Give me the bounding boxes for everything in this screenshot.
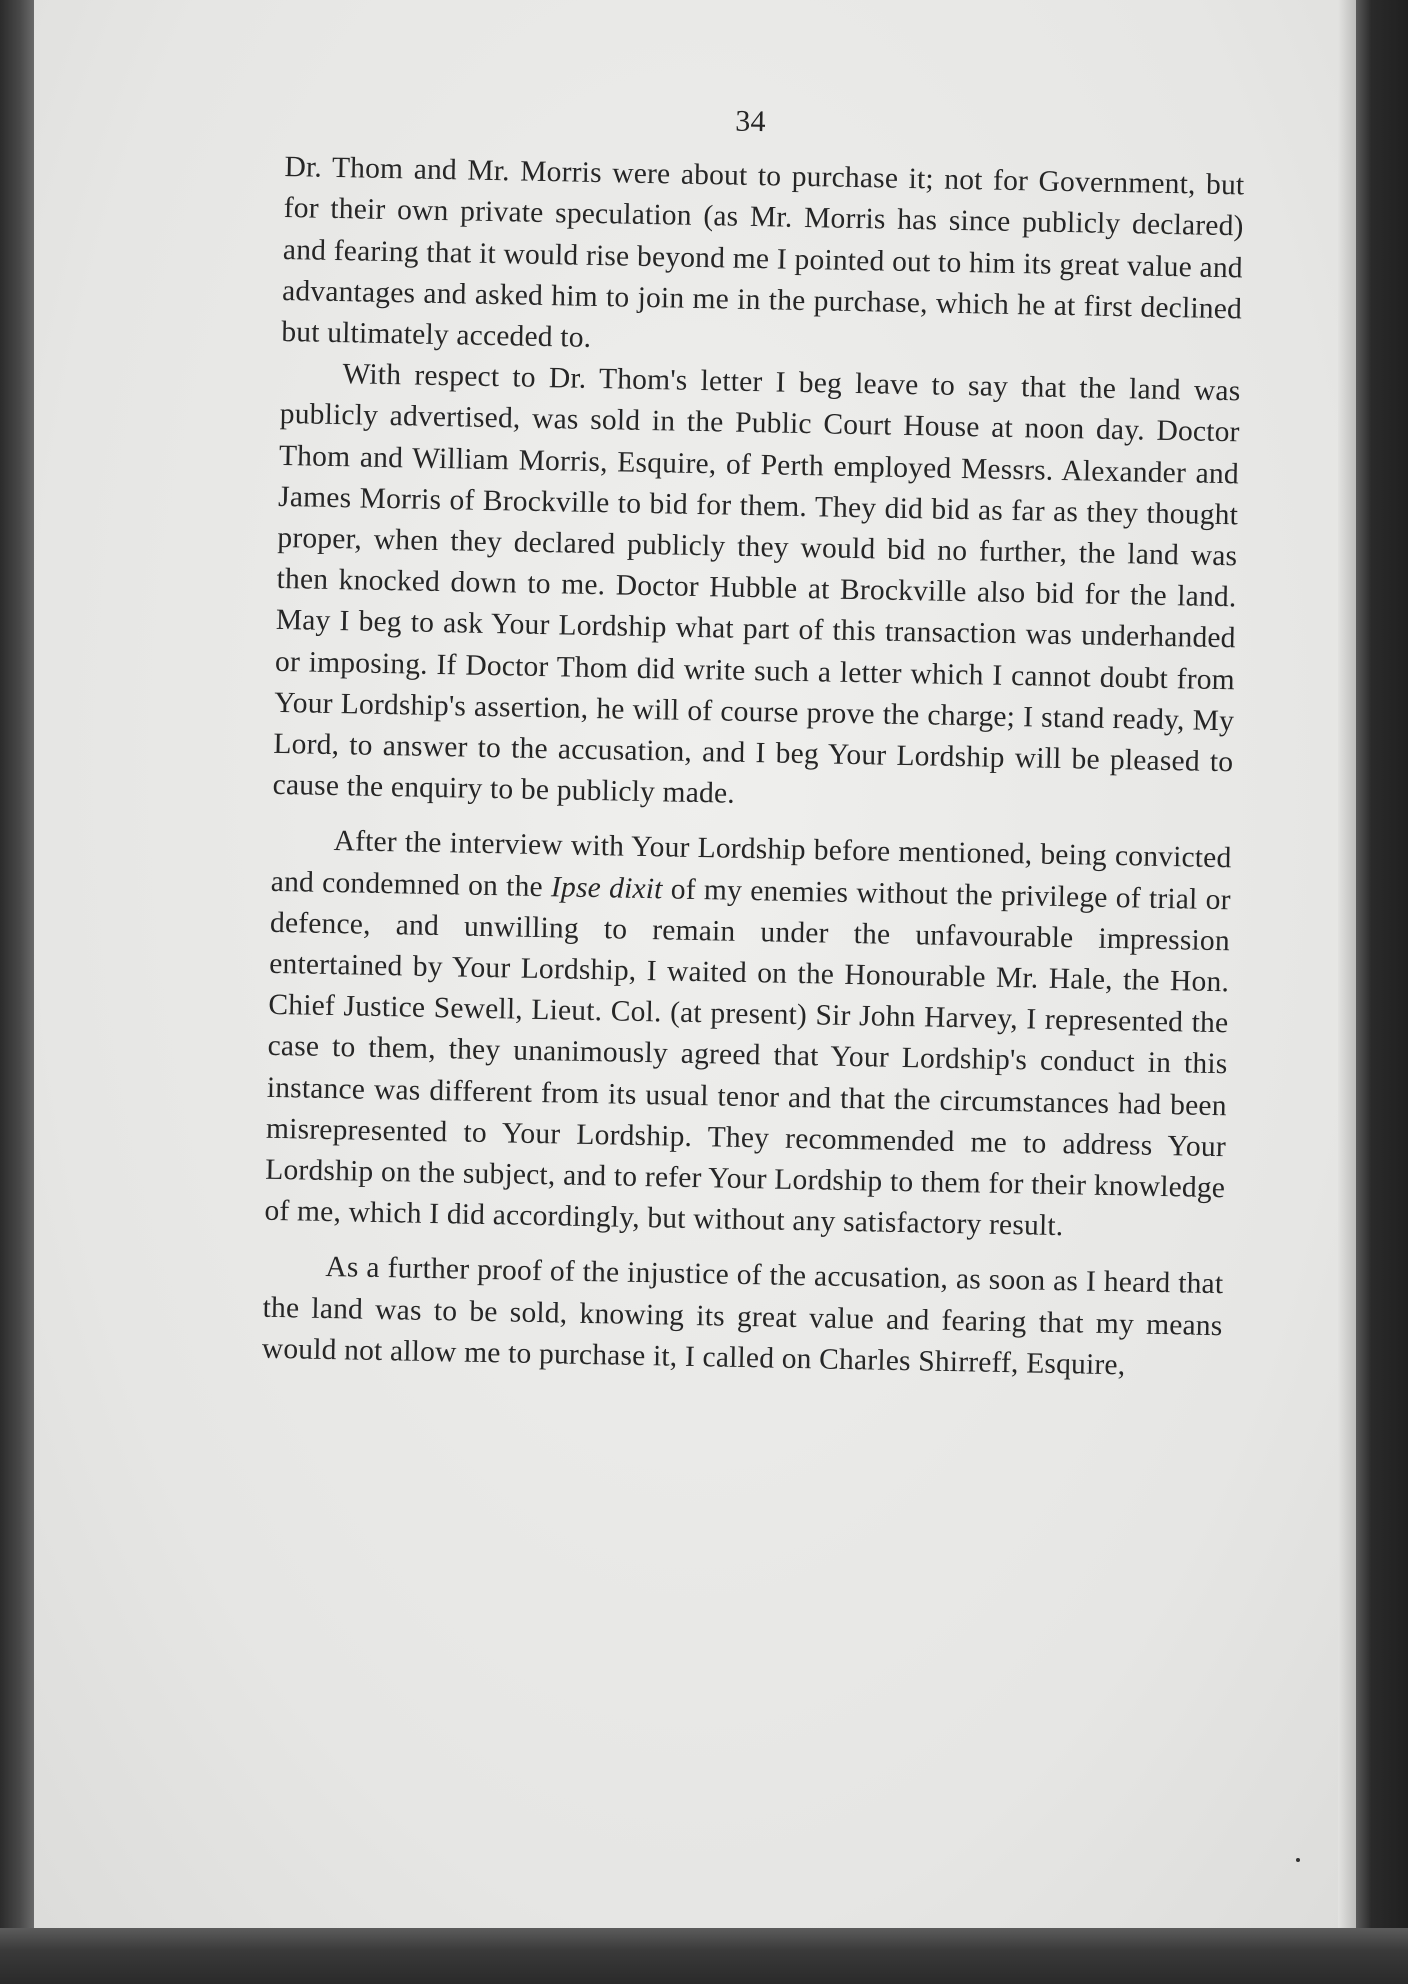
paragraph-4: As a further proof of the injustice of the accusation, as soon as I heard that the land was to be sold, knowing its great value and fearing that my means would not allow me to purchase it, I called on Charles Shirreff, Esquire, (261, 1251, 1224, 1382)
book-binding-left (0, 0, 34, 1984)
paragraph-3 (264, 820, 1232, 1250)
book-binding-right (1356, 0, 1408, 1984)
paragraph-2: With respect to Dr. Thom's letter I beg leave to say that the land was publicly advertised, was sold in the Public Court House at noon day. Doctor Thom and William Morris, Esquire, of Perth employed Messrs. Alexander and James Morris of Brockville to bid for them. They did bid as far as they thought proper, when they declared publicly they would bid no further, the land was then knocked down to me. Doctor Hubble at Brockville also bid for the land. May I beg to ask Your Lordship what part of this transaction was underhanded or imposing. If Doctor Thom did write such a letter which I cannot doubt from Your Lordship's assertion, he will of course prove the charge; I stand ready, My Lord, to answer to the accusation, and I beg Your Lordship will be pleased to cause the enquiry to be publicly made. (272, 358, 1241, 810)
paragraph-3-start: After the interview with Your Lordship before mentioned, being convicted and condemned on the (270, 825, 1232, 903)
paragraph-1: Dr. Thom and Mr. Morris were about to purchase it; not for Government, but for their own private speculation (as Mr. Morris has since publicly declared) and fearing that it would rise beyond me I pointed out to him its great value and advantages and asked him to join me in the purchase, which he at first declined but ultimately acceded to. (281, 151, 1245, 354)
page-number: 34 (735, 104, 767, 139)
page-sheet (34, 0, 1356, 1928)
paragraph-3-end: of my enemies without the privilege of trial or defence, and unwilling to remain under the unfavourable impression entertained by Your Lordship, I waited on the Honourable Mr. Hale, the Hon. Chief Justice Sewell, Lieut. Col. (at present) Sir John Harvey, I represented the case to them, they unanimously agreed that Your Lordship's conduct in this instance was different from its usual tenor and that the circumstances had been misrepresented to Your Lordship. They recommended me to address Your Lordship on the subject, and to refer Your Lordship to them for their knowledge of me, which I did accordingly, but without any satisfactory result. (264, 873, 1231, 1243)
scan-bottom-edge (0, 1928, 1408, 1984)
paragraph-3-italic-phrase: Ipse dixit (550, 870, 663, 906)
text-block (261, 92, 1245, 1388)
paper-speck (1296, 1858, 1300, 1862)
page-edge-shadow (1338, 0, 1356, 1928)
